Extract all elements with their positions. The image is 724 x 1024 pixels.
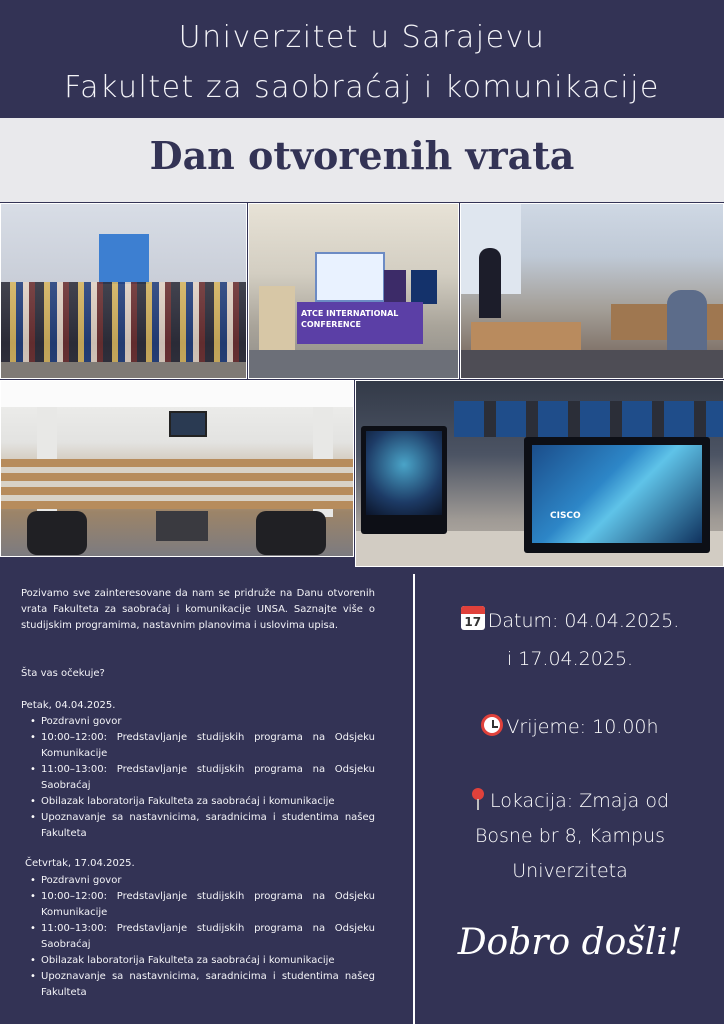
list-item: • 11:00–13:00: Predstavljanje studijskih programa na Odsjeku Saobraćaj <box>30 921 375 953</box>
event-title: Dan otvorenih vrata <box>149 133 575 178</box>
faculty-name: Fakultet za saobraćaj i komunikacije <box>64 70 660 105</box>
date-text: Datum: 04.04.2025. <box>487 610 680 632</box>
list-item: • Upoznavanje sa nastavnicima, saradnicima i studentima našeg Fakulteta <box>30 969 375 1001</box>
photo-group-students <box>0 203 247 379</box>
list-item: • Pozdravni govor <box>30 714 375 730</box>
date-line-2: i 17.04.2025. <box>506 648 634 670</box>
day1-title: Petak, 04.04.2025. <box>21 700 116 711</box>
location-line-2: Bosne br 8, Kampus <box>474 825 666 847</box>
location-line <box>416 784 724 818</box>
column-divider <box>413 574 415 1024</box>
list-item: • Pozdravni govor <box>30 873 375 889</box>
time-line <box>416 710 724 744</box>
photo-lecture-hall <box>0 380 354 557</box>
list-item: • Obilazak laboratorija Fakulteta za saobraćaj i komunikacije <box>30 794 375 810</box>
list-item: • 10:00–12:00: Predstavljanje studijskih programa na Odsjeku Komunikacije <box>30 730 375 762</box>
photo-hall-speaker <box>460 203 724 379</box>
poster-header <box>0 0 724 116</box>
photo-computer-lab <box>355 380 724 567</box>
conference-banner-text: ATCE INTERNATIONAL CONFERENCE <box>301 309 399 329</box>
time-text: Vrijeme: 10.00h <box>506 716 659 738</box>
list-item: • 11:00–13:00: Predstavljanje studijskih programa na Odsjeku Saobraćaj <box>30 762 375 794</box>
list-item: • Upoznavanje sa nastavnicima, saradnicima i studentima našeg Fakulteta <box>30 810 375 842</box>
location-pin-icon <box>471 788 485 810</box>
university-name: Univerzitet u Sarajevu <box>178 20 546 55</box>
date-line <box>416 604 724 638</box>
list-item: • 10:00–12:00: Predstavljanje studijskih programa na Odsjeku Komunikacije <box>30 889 375 921</box>
clock-icon <box>481 714 503 736</box>
list-item: • Obilazak laboratorija Fakulteta za saobraćaj i komunikacije <box>30 953 375 969</box>
calendar-icon: 17 <box>461 606 485 630</box>
intro-paragraph: Pozivamo sve zainteresovane da nam se pridruže na Danu otvorenih vrata Fakulteta za saobraćaj i komunikacije UNSA. Saznajte više o studijskim programima, nastavnim planovima i uslovima upisa. <box>21 588 375 631</box>
day2-program-list <box>30 873 375 1001</box>
photo-conference <box>248 203 459 379</box>
cisco-logo: CISCO <box>550 511 581 521</box>
day1-program-list <box>30 714 375 842</box>
location-line-3: Univerziteta <box>512 860 628 882</box>
day2-title: Četvrtak, 17.04.2025. <box>25 858 135 869</box>
question-heading: Šta vas očekuje? <box>21 668 105 679</box>
location-text-1: Lokacija: Zmaja od <box>489 790 670 812</box>
welcome-message: Dobro došli! <box>457 922 683 963</box>
